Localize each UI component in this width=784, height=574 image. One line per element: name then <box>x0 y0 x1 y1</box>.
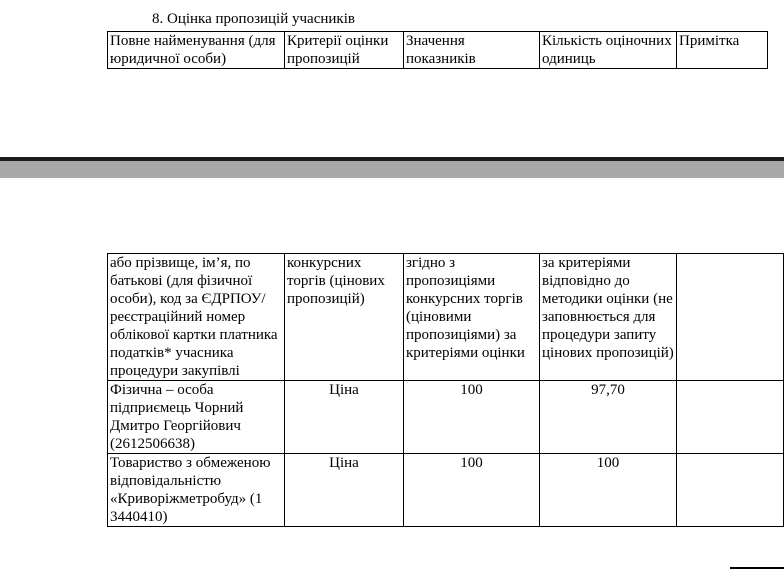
value-cell: 100 <box>404 381 540 454</box>
table-header-continuation-row <box>108 254 784 381</box>
criterion-cell: Ціна <box>285 454 404 527</box>
participant-name: Товариство з обмеженою відповідальністю «Криворіжметробуд» (1 3440410) <box>108 454 285 527</box>
table-row <box>108 454 784 527</box>
participant-name: Фізична – особа підприємець Чорний Дмитро Георгійович (2612506638) <box>108 381 285 454</box>
section-title: 8. Оцінка пропозицій учасників <box>152 11 355 27</box>
header-cont-full-name: або прізвище, ім’я, по батькові (для фізичної особи), код за ЄДРПОУ/ реєстраційний номер облікової картки платника податків* учасника процедури закупівлі <box>108 254 285 381</box>
note-cell <box>677 454 784 527</box>
header-cont-note <box>677 254 784 381</box>
table-row <box>108 381 784 454</box>
criterion-cell: Ціна <box>285 381 404 454</box>
header-cont-criteria: конкурсних торгів (цінових пропозицій) <box>285 254 404 381</box>
column-header-note: Примітка <box>677 32 768 69</box>
page-edge-line <box>730 567 784 569</box>
evaluation-header-table <box>107 31 768 69</box>
note-cell <box>677 381 784 454</box>
table-header-row <box>108 32 768 69</box>
page-separator-gap <box>0 161 784 178</box>
column-header-values: Значення показників <box>404 32 540 69</box>
column-header-units: Кількість оціночних одиниць <box>540 32 677 69</box>
column-header-full-name: Повне найменування (для юридичної особи) <box>108 32 285 69</box>
units-cell: 97,70 <box>540 381 677 454</box>
units-cell: 100 <box>540 454 677 527</box>
header-cont-values: згідно з пропозиціями конкурсних торгів (ціновими пропозиціями) за критеріями оцінки <box>404 254 540 381</box>
column-header-criteria: Критерії оцінки пропозицій <box>285 32 404 69</box>
header-cont-units: за критеріями відповідно до методики оцінки (не заповнюється для процедури запиту цінових пропозицій) <box>540 254 677 381</box>
value-cell: 100 <box>404 454 540 527</box>
evaluation-table-continued <box>107 253 784 527</box>
